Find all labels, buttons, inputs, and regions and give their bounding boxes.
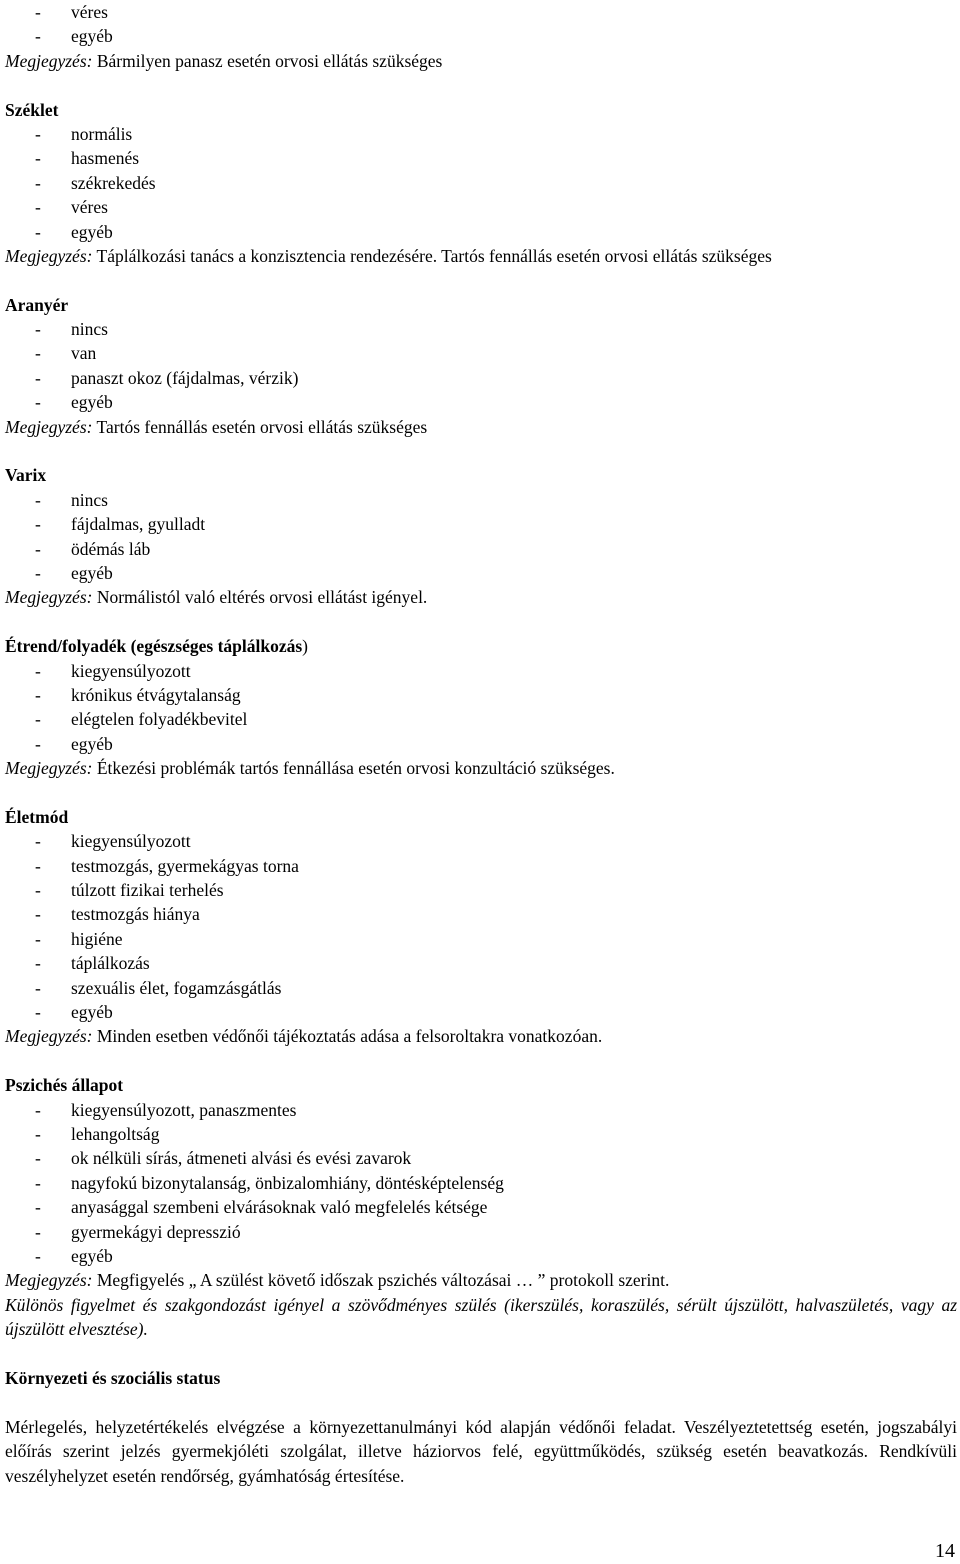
- note-text: Tartós fennállás esetén orvosi ellátás szükséges: [92, 416, 428, 437]
- list-dash: [5, 1244, 71, 1268]
- list-item: -nincs: [5, 317, 957, 341]
- list-item: -egyéb: [5, 220, 957, 244]
- section-title-szeklet: Széklet: [5, 99, 59, 120]
- list-dash: [5, 366, 71, 390]
- note-label: Megjegyzés:: [5, 50, 93, 71]
- list-dash: [5, 829, 71, 853]
- note-label: Megjegyzés:: [5, 416, 93, 437]
- list-dash: [5, 1098, 71, 1122]
- list-item: -kiegyensúlyozott, panaszmentes: [5, 1098, 957, 1122]
- list-item: -székrekedés: [5, 171, 957, 195]
- section-title-text: Étrend/folyadék (egészséges táplálkozás: [5, 636, 303, 657]
- section-title-kornyezeti: Környezeti és szociális status: [5, 1367, 221, 1388]
- list-item: -van: [5, 341, 957, 365]
- list-item: -egyéb: [5, 1244, 957, 1268]
- list-dash: [5, 146, 71, 170]
- list-dash: [5, 0, 71, 24]
- note-label: Megjegyzés:: [5, 1026, 93, 1047]
- document-page: [5, 0, 957, 1488]
- list-item: -véres: [5, 195, 957, 219]
- list-item: -véres: [5, 0, 957, 24]
- list-dash: [5, 512, 71, 536]
- list-item: -egyéb: [5, 1000, 957, 1024]
- note-text: Bármilyen panasz esetén orvosi ellátás szükséges: [92, 50, 443, 71]
- list-dash: [5, 683, 71, 707]
- list-item: -nagyfokú bizonytalanság, önbizalomhiány, döntésképtelenség: [5, 1171, 957, 1195]
- list-dash: [5, 707, 71, 731]
- list-item: -kiegyensúlyozott: [5, 829, 957, 853]
- list-dash: [5, 220, 71, 244]
- note: [5, 585, 957, 609]
- list-dash: [5, 1000, 71, 1024]
- note-text: Minden esetben védőnői tájékoztatás adása a felsoroltakra vonatkozóan.: [92, 1026, 603, 1047]
- note-text: Étkezési problémák tartós fennállása esetén orvosi konzultáció szükséges.: [92, 758, 615, 779]
- list-item: -gyermekágyi depresszió: [5, 1220, 957, 1244]
- list-dash: [5, 341, 71, 365]
- list-dash: [5, 561, 71, 585]
- note-text: Megfigyelés „ A szülést követő időszak pszichés változásai … ” protokoll szerint.: [92, 1270, 670, 1291]
- list-item: -kiegyensúlyozott: [5, 659, 957, 683]
- list-dash: [5, 902, 71, 926]
- list-item: -táplálkozás: [5, 951, 957, 975]
- page-number: 14: [935, 1540, 955, 1562]
- list-item: -higiéne: [5, 927, 957, 951]
- list-dash: [5, 24, 71, 48]
- list-item: -nincs: [5, 488, 957, 512]
- note: [5, 1024, 957, 1048]
- list-item: -testmozgás, gyermekágyas torna: [5, 854, 957, 878]
- list-dash: [5, 390, 71, 414]
- list-item: -elégtelen folyadékbevitel: [5, 707, 957, 731]
- list-item: -egyéb: [5, 561, 957, 585]
- list-item: -szexuális élet, fogamzásgátlás: [5, 976, 957, 1000]
- note-label: Megjegyzés:: [5, 758, 93, 779]
- note-label: Megjegyzés:: [5, 245, 93, 266]
- list-dash: [5, 537, 71, 561]
- list-dash: [5, 488, 71, 512]
- list-dash: [5, 171, 71, 195]
- note: [5, 244, 957, 268]
- note-label: Megjegyzés:: [5, 1270, 93, 1291]
- list-item: -ok nélküli sírás, átmeneti alvási és evési zavarok: [5, 1146, 957, 1170]
- section-title-suffix: ): [302, 636, 308, 657]
- list-dash: [5, 878, 71, 902]
- list-item: -hasmenés: [5, 146, 957, 170]
- note-text: Normálistól való eltérés orvosi ellátást igényel.: [92, 587, 428, 608]
- list-item: -túlzott fizikai terhelés: [5, 878, 957, 902]
- list-item: -testmozgás hiánya: [5, 902, 957, 926]
- list-dash: [5, 195, 71, 219]
- environment-paragraph: Mérlegelés, helyzetértékelés elvégzése a környezettanulmányi kód alapján védőnői feladat. Veszélyeztetettség esetén, jogszabályi előírás szerint jelzés gyermekjóléti szolgálat, illetve háziorvos felé, együttműködés, szükség esetén beavatkozás. Rendkívüli veszélyhelyzet esetén rendőrség, gyámhatóság értesítése.: [5, 1416, 957, 1486]
- list-item: -egyéb: [5, 732, 957, 756]
- section-title-etrend: [5, 634, 957, 658]
- list-dash: [5, 1195, 71, 1219]
- list-item: -krónikus étvágytalanság: [5, 683, 957, 707]
- list-dash: [5, 732, 71, 756]
- list-item: -anyasággal szembeni elvárásoknak való megfelelés kétsége: [5, 1195, 957, 1219]
- list-item: -ödémás láb: [5, 537, 957, 561]
- section-title-psziches: Pszichés állapot: [5, 1075, 124, 1096]
- list-dash: [5, 854, 71, 878]
- list-item: -egyéb: [5, 24, 957, 48]
- section-title-aranyer: Aranyér: [5, 294, 69, 315]
- note: [5, 49, 957, 73]
- list-dash: [5, 122, 71, 146]
- section-title-eletmod: Életmód: [5, 806, 69, 827]
- list-dash: [5, 951, 71, 975]
- list-dash: [5, 1122, 71, 1146]
- list-dash: [5, 1171, 71, 1195]
- list-dash: [5, 1146, 71, 1170]
- list-item: -normális: [5, 122, 957, 146]
- list-dash: [5, 317, 71, 341]
- note-text: Táplálkozási tanács a konzisztencia rendezésére. Tartós fennállás esetén orvosi ellátás szükséges: [92, 245, 772, 266]
- section-title-varix: Varix: [5, 465, 47, 486]
- list-item: -egyéb: [5, 390, 957, 414]
- special-attention-paragraph: Különös figyelmet és szakgondozást igényel a szövődményes szülés (ikerszülés, koraszülés, sérült újszülött, halvaszületés, vagy az újszülött elvesztése).: [5, 1294, 957, 1340]
- list-item: -panaszt okoz (fájdalmas, vérzik): [5, 366, 957, 390]
- list-dash: [5, 1220, 71, 1244]
- list-item: -lehangoltság: [5, 1122, 957, 1146]
- list-dash: [5, 659, 71, 683]
- note: [5, 756, 957, 780]
- note-label: Megjegyzés:: [5, 587, 93, 608]
- note: [5, 1268, 957, 1292]
- list-dash: [5, 976, 71, 1000]
- list-dash: [5, 927, 71, 951]
- list-item: -fájdalmas, gyulladt: [5, 512, 957, 536]
- note: [5, 415, 957, 439]
